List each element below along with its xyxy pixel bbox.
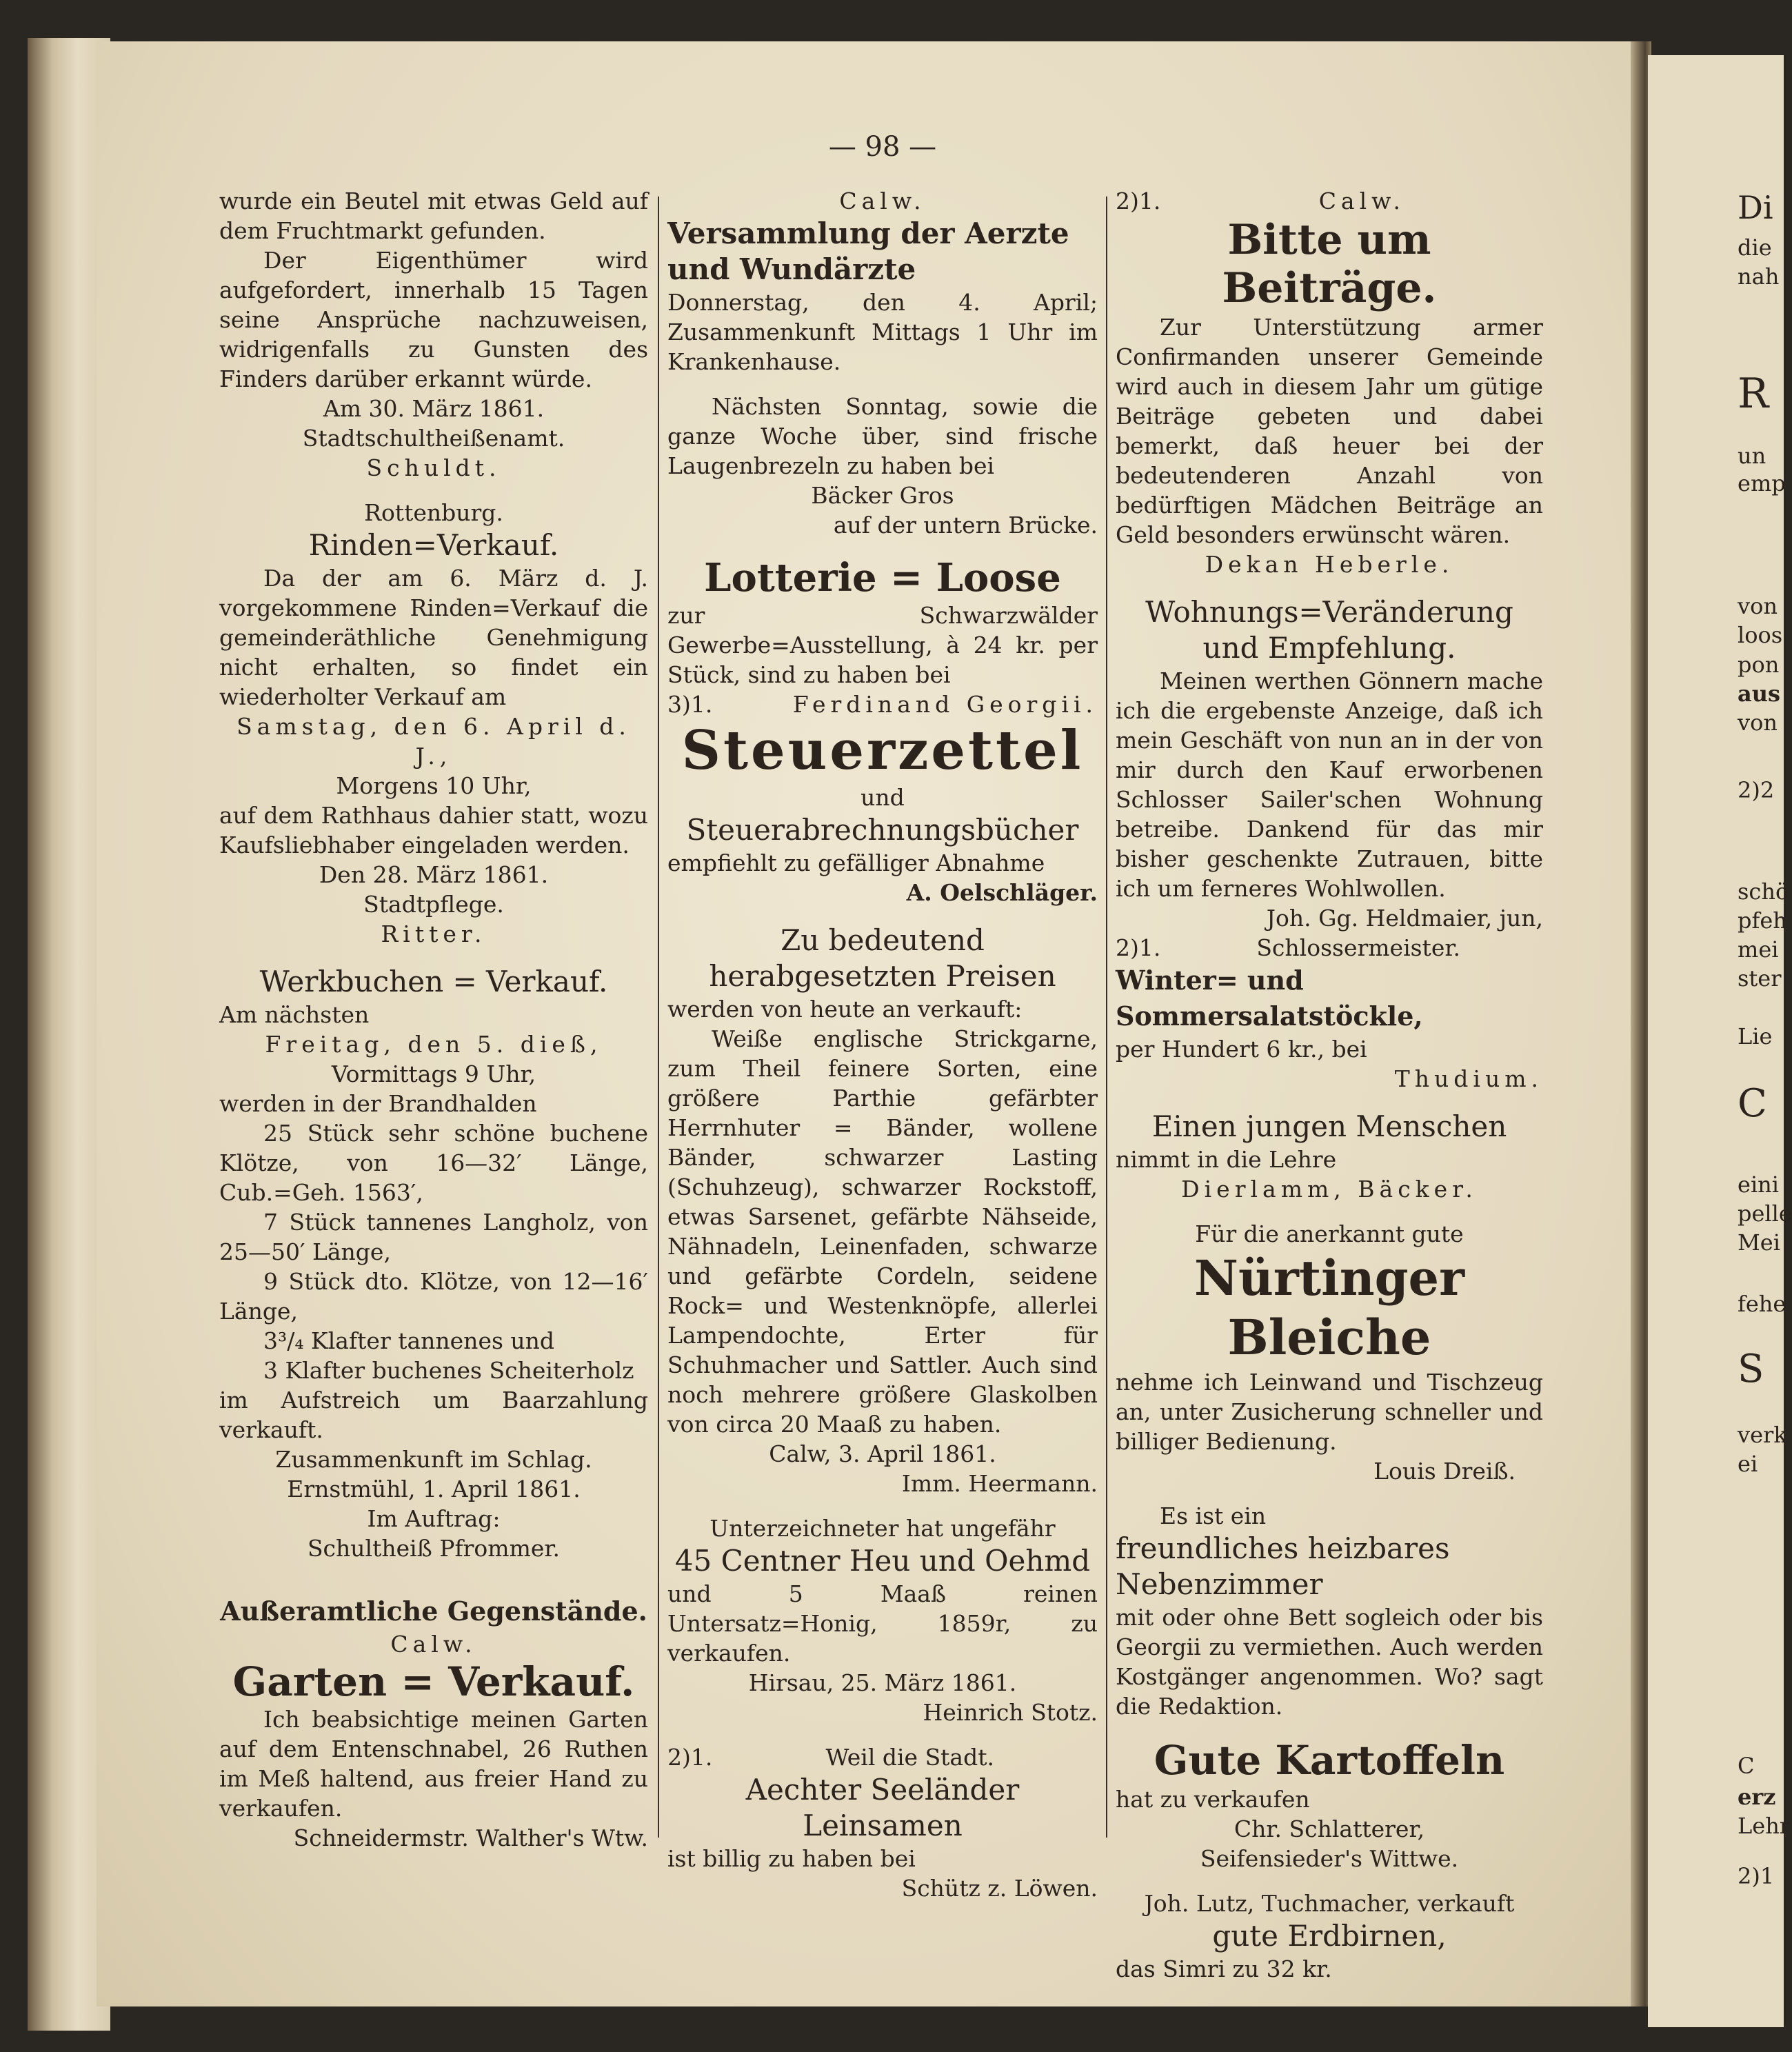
column-1 — [219, 186, 648, 1853]
ad-heading-reduced-prices: Zu bedeutend herabgesetzten Preisen — [709, 923, 1056, 993]
lot-item: 3³/₄ Klafter tannenes und — [263, 1327, 555, 1354]
advertiser-signature: Joh. Gg. Heldmaier, jun, — [1266, 905, 1543, 932]
ad-heading-garden-sale: Garten = Verkauf. — [232, 1658, 635, 1705]
official-name: Schuldt. — [366, 454, 501, 481]
sale-day: Freitag, den 5. dieß, — [265, 1031, 603, 1058]
lot-item: 7 Stück tannenes Langholz, von 25—50′ Länge, — [219, 1209, 648, 1265]
lot-item: 25 Stück sehr schöne buchene Klötze, von 16—32′ Länge, Cub.=Geh. 1563′, — [219, 1120, 648, 1206]
next-page-fragment: C — [1738, 1753, 1755, 1779]
notice-date: Calw, 3. April 1861. — [769, 1440, 996, 1467]
next-page-fragment: die — [1738, 234, 1772, 261]
notice-date: Am 30. März 1861. — [323, 395, 545, 422]
advertiser-signature: Ferdinand Georgii. — [792, 691, 1098, 718]
column-divider-1 — [658, 197, 659, 1838]
next-page-fragment: pon — [1738, 652, 1780, 678]
donations-text: Zur Unterstützung armer Confirmanden unserer Gemeinde wird auch in diesem Jahr um gütige Beiträge gebeten und dabei bemerkt, daß heuer bei der bedeutenderen Anzahl von bedürftigen Mädchen Beiträge an Geld besonders erwünscht wären. — [1116, 314, 1543, 548]
official-name: Ritter. — [381, 921, 487, 947]
bark-sale-text: Da der am 6. März d. J. vorgekommene Rinden=Verkauf die gemeinderäthliche Genehmigung nicht erhalten, so findet ein wiederholter Verkauf am — [219, 565, 648, 710]
advertiser-trade: Schlossermeister. — [1256, 934, 1460, 961]
notice-date: Ernstmühl, 1. April 1861. — [287, 1476, 581, 1502]
conjunction: und — [860, 784, 905, 811]
signature-row — [1116, 186, 1543, 216]
reduced-prices-intro: werden von heute an verkauft: — [667, 996, 1023, 1023]
advertiser-signature: Schütz z. Löwen. — [901, 1875, 1098, 1902]
advertiser-signature: Bäcker Gros — [811, 482, 954, 509]
next-page-fragment: erz — [1738, 1784, 1776, 1810]
next-page-fragment: pelle — [1738, 1200, 1792, 1227]
sale-time: Morgens 10 Uhr, — [336, 772, 532, 799]
place-heading: Calw. — [839, 188, 926, 214]
lot-item: 9 Stück dto. Klötze, von 12—16′ Länge, — [219, 1268, 648, 1325]
advertiser-signature: Schneidermstr. Walther's Wtw. — [293, 1824, 648, 1851]
next-page-fragment: fehe — [1738, 1291, 1786, 1317]
official-name: Schultheiß Pfrommer. — [307, 1535, 561, 1562]
hay-intro: Unterzeichneter hat ungefähr — [709, 1515, 1056, 1542]
ad-heading-tax-books: Steuerabrechnungsbücher — [686, 813, 1079, 847]
next-page-fragment: C — [1738, 1081, 1767, 1126]
next-page-fragment: aus — [1738, 681, 1781, 707]
advertiser-signature: Heinrich Stotz. — [923, 1699, 1098, 1726]
ad-heading-lettuce: Winter= und Sommersalatstöckle, — [1116, 965, 1423, 1032]
bleach-intro: Für die anerkannt gute — [1195, 1220, 1464, 1247]
next-page-fragment: verk — [1738, 1422, 1787, 1448]
signature-row — [667, 1742, 1098, 1772]
pretzel-notice: Nächsten Sonntag, sowie die ganze Woche über, sind frische Laugenbrezeln zu haben bei — [667, 393, 1098, 479]
signature-row — [667, 690, 1098, 719]
ad-heading-tax-slips: Steuerzettel — [681, 719, 1084, 782]
room-text: mit oder ohne Bett sogleich oder bis Georgii zu vermiethen. Auch werden Kostgänger angenommen. Wo? sagt die Redaktion. — [1116, 1604, 1543, 1720]
text-line: Zusammenkunft im Schlag. — [275, 1446, 592, 1473]
ad-heading-potatoes: Gute Kartoffeln — [1154, 1737, 1505, 1784]
text-line: werden in der Brandhalden — [219, 1090, 537, 1117]
bleachery-text: nehme ich Leinwand und Tischzeug an, unter Zusicherung schneller und billiger Bedienung. — [1116, 1369, 1543, 1455]
next-page-fragment: 2)1 — [1738, 1863, 1775, 1889]
next-page-fragment: eini — [1738, 1171, 1780, 1198]
advertiser-signature: Chr. Schlatterer, — [1234, 1815, 1425, 1842]
advertiser-signature: A. Oelschläger. — [906, 879, 1098, 906]
lettuce-text: per Hundert 6 kr., bei — [1116, 1036, 1367, 1063]
next-page-fragment: 2)2 — [1738, 777, 1775, 803]
advertiser-signature: Dierlamm, Bäcker. — [1181, 1176, 1478, 1203]
relocation-text: Meinen werthen Gönnern mache ich die ergebenste Anzeige, daß ich mein Geschäft von nun an in der von mir durch den Kauf erworbenen Schlosser Sailer'schen Wohnung betreibe. Dankend für das mir bisher geschenkte Zutrauen, bitte ich um ferneres Wohlwollen. — [1116, 667, 1543, 902]
found-money-notice: wurde ein Beutel mit etwas Geld auf dem Fruchtmarkt gefunden. — [219, 188, 648, 244]
next-page-fragment: R — [1738, 370, 1769, 418]
next-page-fragment: un — [1738, 443, 1766, 469]
insertion-number: 3)1. — [667, 691, 713, 718]
next-page-fragment: nah — [1738, 263, 1780, 290]
earth-pears-text: das Simri zu 32 kr. — [1116, 1955, 1332, 1982]
next-page-fragment: Mei — [1738, 1229, 1780, 1256]
apprentice-text: nimmt in die Lehre — [1116, 1146, 1337, 1173]
place-heading: Calw. — [390, 1631, 477, 1658]
place-heading: Rottenburg. — [364, 499, 503, 526]
next-page-fragment: Lie — [1738, 1023, 1773, 1049]
hay-text: und 5 Maaß reinen Untersatz=Honig, 1859r, zu verkaufen. — [667, 1580, 1098, 1667]
claim-notice: Der Eigenthümer wird aufgefordert, innerhalb 15 Tagen seine Ansprüche nachzuweisen, widrigenfalls zu Gunsten des Finders darüber erkannt würde. — [219, 247, 648, 392]
ad-heading-donations: Bitte um Beiträge. — [1222, 216, 1437, 312]
text-line: im Aufstreich um Baarzahlung verkauft. — [219, 1387, 648, 1443]
next-page-fragment: von — [1738, 593, 1778, 619]
next-page-fragment: loos — [1738, 622, 1783, 648]
next-page-fragment: emp — [1738, 470, 1786, 496]
sale-time: Vormittags 9 Uhr, — [331, 1060, 536, 1087]
advertiser-address: auf der untern Brücke. — [833, 512, 1098, 539]
next-page-fragment: S — [1738, 1347, 1764, 1391]
ad-heading-physicians-meeting: Versammlung der Aerzte und Wundärzte — [667, 217, 1069, 286]
ad-heading-lottery: Lotterie = Loose — [704, 555, 1061, 601]
room-intro: Es ist ein — [1160, 1502, 1267, 1529]
column-divider-2 — [1106, 197, 1107, 1838]
ad-heading-hay: 45 Centner Heu und Oehmd — [674, 1544, 1091, 1578]
place-heading: Calw. — [1318, 188, 1405, 214]
notice-date: Den 28. März 1861. — [319, 861, 549, 888]
page-number: — 98 — — [828, 131, 937, 163]
column-2 — [667, 186, 1098, 1903]
next-page-fragment: schö — [1738, 878, 1789, 905]
notice-date: Hirsau, 25. März 1861. — [748, 1669, 1017, 1696]
lot-item: 3 Klafter buchenes Scheiterholz — [263, 1357, 634, 1384]
next-page-fragment: pfeh — [1738, 907, 1787, 934]
ad-heading-relocation: Wohnungs=Veränderung und Empfehlung. — [1145, 595, 1513, 665]
lottery-text: zur Schwarzwälder Gewerbe=Ausstellung, à 24 kr. per Stück, sind zu haben bei — [667, 602, 1098, 688]
signature-row — [1116, 933, 1543, 963]
advertiser-signature: Thudium. — [1394, 1065, 1543, 1092]
goods-list: Weiße englische Strickgarne, zum Theil feinere Sorten, eine größere Parthie gefärbter Herrnhuter = Bänder, wollene Bänder, schwarzer Lasting (Schuhzeug), schwarzer Rockstoff, etwas Sarsenet, gefärbte Nähseide, Nähnadeln, Leinenfaden, schwarze und gefärbte Cordeln, seidene Rock= und Westenknöpfe, allerlei Lampendochte, Erter für Schuhmacher und Sattler. Auch sind noch mehrere größere Glaskolben von circa 20 Maaß zu haben. — [667, 1025, 1098, 1438]
insertion-number: 2)1. — [1116, 934, 1161, 961]
meeting-text: Donnerstag, den 4. April; Zusammenkunft Mittags 1 Uhr im Krankenhause. — [667, 289, 1098, 375]
next-page-fragment: ei — [1738, 1451, 1758, 1477]
issuing-office: Stadtschultheißenamt. — [302, 425, 565, 452]
next-page-fragment: Di — [1738, 189, 1773, 226]
linseed-text: ist billig zu haben bei — [667, 1845, 916, 1872]
ad-heading-bark-sale: Rinden=Verkauf. — [308, 528, 559, 562]
section-heading: Außeramtliche Gegenstände. — [220, 1596, 647, 1627]
potatoes-text: hat zu verkaufen — [1116, 1786, 1310, 1813]
ad-heading-beech-sale: Werkbuchen = Verkauf. — [259, 965, 608, 998]
ad-heading-linseed: Aechter Seeländer Leinsamen — [745, 1773, 1020, 1842]
advertiser-signature: Imm. Heermann. — [901, 1470, 1098, 1497]
column-3 — [1116, 186, 1543, 1984]
garden-sale-text: Ich beabsichtige meinen Garten auf dem Entenschnabel, 26 Ruthen im Meß haltend, aus freier Hand zu verkaufen. — [219, 1706, 648, 1822]
ad-heading-bleachery: Nürtinger Bleiche — [1194, 1249, 1464, 1366]
insertion-number: 2)1. — [667, 1744, 713, 1771]
advertiser-trade: Seifensieder's Wittwe. — [1200, 1845, 1459, 1872]
place-heading: Weil die Stadt. — [825, 1744, 994, 1771]
sale-day: Samstag, den 6. April d. J., — [236, 713, 631, 770]
ad-heading-room: freundliches heizbares Nebenzimmer — [1116, 1531, 1450, 1601]
next-page-fragment: mei — [1738, 936, 1779, 963]
text-line: Am nächsten — [219, 1001, 370, 1028]
tax-books-text: empfiehlt zu gefälliger Abnahme — [667, 849, 1045, 876]
earth-pears-intro: Joh. Lutz, Tuchmacher, verkauft — [1144, 1890, 1515, 1917]
next-page-fragment: Lehr — [1738, 1813, 1791, 1839]
next-page-fragment: von — [1738, 710, 1778, 736]
advertiser-signature: Dekan Heberle. — [1205, 551, 1454, 578]
sale-location-text: auf dem Rathhaus dahier statt, wozu Kaufsliebhaber eingeladen werden. — [219, 802, 648, 858]
insertion-number: 2)1. — [1116, 188, 1161, 214]
next-page-fragment: ster — [1738, 965, 1782, 992]
ad-heading-earth-pears: gute Erdbirnen, — [1212, 1919, 1447, 1953]
issuing-office: Stadtpflege. — [363, 891, 504, 918]
advertiser-signature: Louis Dreiß. — [1373, 1458, 1516, 1485]
ad-heading-apprentice: Einen jungen Menschen — [1151, 1109, 1507, 1143]
text-line: Im Auftrag: — [367, 1505, 501, 1532]
